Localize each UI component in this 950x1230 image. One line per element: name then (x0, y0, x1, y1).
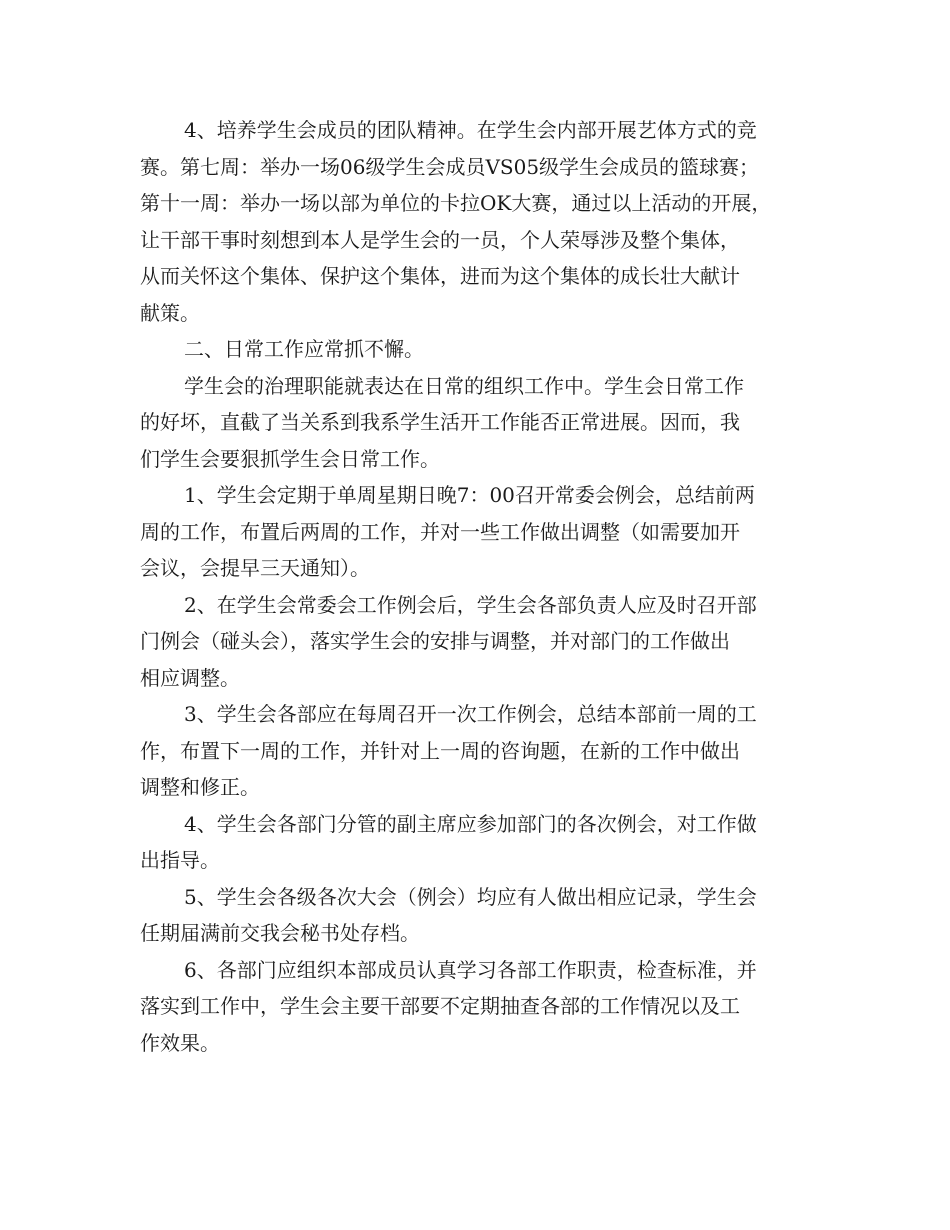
text-line: 的好坏，直截了当关系到我系学生活开工作能否正常进展。因而，我 (140, 410, 740, 434)
text-line: 2、在学生会常委会工作例会后，学生会各部负责人应及时召开部 (184, 592, 757, 617)
text-line: 调整和修正。 (140, 775, 260, 799)
text-line: 会议，会提早三天通知）。 (140, 556, 370, 580)
text-line: 从而关怀这个集体、保护这个集体，进而为这个集体的成长壮大献计 (140, 264, 740, 288)
text-line: 4、学生会各部门分管的副主席应参加部门的各次例会，对工作做 (184, 811, 757, 836)
text-line: 献策。 (140, 300, 200, 325)
text-line: 4、培养学生会成员的团队精神。在学生会内部开展艺体方式的竞 (184, 118, 757, 142)
text-line: 让干部干事时刻想到本人是学生会的一员，个人荣辱涉及整个集体， (140, 227, 740, 252)
text-line: 门例会（碰头会），落实学生会的安排与调整，并对部门的工作做出 (140, 629, 730, 653)
text-line: 学生会的治理职能就表达在日常的组织工作中。学生会日常工作 (184, 373, 744, 398)
text-line: 相应调整。 (140, 665, 240, 690)
text-line: 落实到工作中，学生会主要干部要不定期抽查各部的工作情况以及工 (140, 994, 740, 1018)
text-line: 作效果。 (140, 1030, 220, 1055)
text-line: 们学生会要狠抓学生会日常工作。 (140, 446, 440, 471)
text-line: 赛。第七周：举办一场06级学生会成员VS05级学生会成员的篮球赛； (140, 154, 760, 179)
text-line: 任期届满前交我会秘书处存档。 (140, 921, 420, 945)
text-line: 6、各部门应组织本部成员认真学习各部工作职责，检查标准，并 (184, 957, 757, 982)
text-line: 3、学生会各部应在每周召开一次工作例会，总结本部前一周的工 (184, 702, 757, 726)
text-line: 1、学生会定期于单周星期日晚7：00召开常委会例会，总结前两 (184, 483, 755, 507)
text-line: 第十一周：举办一场以部为单位的卡拉OK大赛，通过以上活动的开展， (140, 191, 772, 215)
text-line: 二、日常工作应常抓不懈。 (184, 337, 424, 361)
text-line: 5、学生会各级各次大会（例会）均应有人做出相应记录，学生会 (184, 884, 757, 909)
text-line: 作，布置下一周的工作，并针对上一周的咨询题，在新的工作中做出 (140, 738, 740, 763)
document-body (140, 112, 820, 1061)
text-line: 出指导。 (140, 848, 220, 872)
text-line: 周的工作，布置后两周的工作，并对一些工作做出调整（如需要加开 (140, 519, 740, 544)
